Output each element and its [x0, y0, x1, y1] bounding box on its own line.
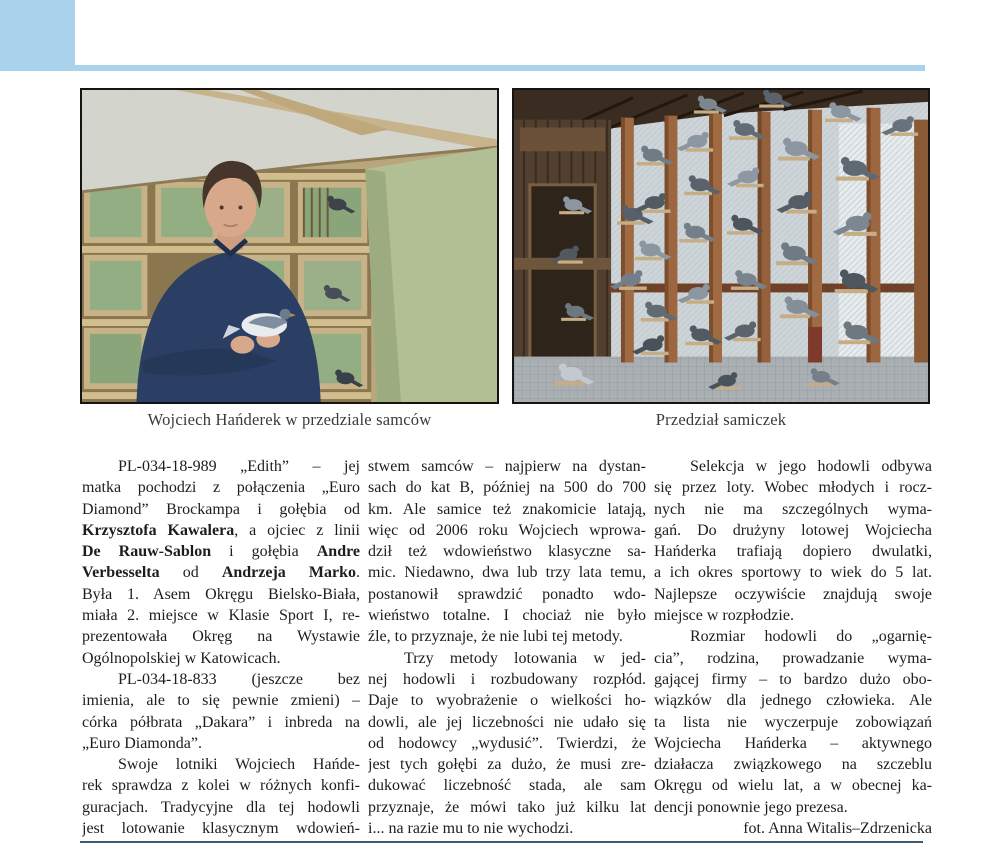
article-column-2 — [368, 456, 646, 839]
article-column-3 — [654, 456, 932, 839]
aviary-photo-illustration — [514, 90, 928, 402]
text-line: Hańderka trafiają dopiero dwulatki, — [654, 543, 932, 561]
text-line: Diamond” Brockampa i gołębia od — [82, 500, 360, 518]
text-line: dził też wdowieństwo klasyczne sa- — [368, 543, 646, 561]
text-line: mic. Niedawno, dwa lub trzy lata temu, — [368, 564, 646, 582]
text-line: Selekcja w jego hodowli odbywa — [690, 458, 932, 475]
accent-corner-block — [0, 0, 75, 65]
text-line: Była 1. Asem Okręgu Bielsko-Biała, — [82, 585, 360, 603]
article-column-1 — [82, 456, 360, 839]
text-line: Najlepsze oczywiście znajdują swoje — [654, 585, 932, 603]
text-line: jest lotowanie klasycznym wdowień- — [82, 820, 360, 838]
text-line: Wojciecha Hańderka – aktywnego — [654, 734, 932, 752]
text-line: rek sprawdza z kolei w różnych konfi- — [82, 777, 360, 795]
text-line: stwem samców – najpierw na dystan- — [368, 458, 646, 475]
text-line: Swoje lotniki Wojciech Hańde- — [118, 756, 360, 774]
text-line: miała 2. miejsce w Klasie Sport I, re- — [82, 607, 360, 625]
text-line: ta lista nie wyczerpuje zobowiązań — [654, 713, 932, 731]
text-line: a ich okres sportowy to wiek do 5 lat. — [654, 564, 932, 582]
text-line: nej hodowli i rozbudowany rozpłód. — [368, 670, 646, 688]
text-line: sach do kat B, później na 500 do 700 — [368, 479, 646, 497]
text-line: Verbesselta od Andrzeja Marko. — [82, 564, 360, 582]
aviary-photo-caption: Przedział samiczek — [655, 410, 787, 429]
text-line: nych nie ma szczególnych wyma- — [654, 500, 932, 518]
text-line: prezentowała Okręg na Wystawie — [82, 628, 360, 646]
text-line: córka półbrata „Dakara” i inbreda na — [82, 713, 360, 731]
text-line: dowli, ale jej liczebności nie udało się — [368, 713, 646, 731]
text-line: miejsce w rozpłodzie. — [654, 607, 794, 625]
aviary-photo — [512, 88, 930, 404]
text-line: km. Ale samice też znakomicie latają, — [368, 500, 646, 518]
accent-top-rule — [0, 65, 925, 71]
text-line: Trzy metody lotowania w jed- — [404, 649, 646, 667]
text-line: PL-034-18-989 „Edith” – jej — [118, 458, 360, 475]
text-line: cia”, rodzina, prowadzanie wyma- — [654, 649, 932, 667]
text-line: Rozmiar hodowli do „ogarnię- — [690, 628, 932, 646]
loft-photo-illustration — [82, 90, 497, 402]
text-line: źle, to przyznaje, że nie lubi tej metody. — [368, 628, 623, 646]
text-line: wieństwo totalne. I chociaż nie było — [368, 607, 646, 625]
text-line: imienia, ale to się pewnie zmieni) – — [82, 692, 360, 710]
article-body — [82, 456, 932, 839]
loft-photo-caption: Wojciech Hańderek w przedziale samców — [147, 410, 432, 429]
text-line: i... na razie mu to nie wychodzi. — [368, 820, 574, 838]
text-line: więc od 2006 roku Wojciech wprowa- — [368, 521, 646, 539]
text-line: od hodowcy „wydusić”. Twierdzi, że — [368, 734, 646, 752]
text-line: De Rauw-Sablon i gołębia Andre — [82, 543, 360, 561]
text-line: gającej firmy – to bardzo dużo obo- — [654, 670, 932, 688]
text-line: jest tych gołębi za dużo, że musi zre- — [368, 756, 646, 774]
text-line: postanowił sprawdzić ponadto wdo- — [368, 585, 646, 603]
text-line: dencji ponownie jego prezesa. — [654, 798, 848, 816]
text-line: Okręgu od wielu lat, a w obecnej ka- — [654, 777, 932, 795]
text-line: przyznaje, że mówi tako już kilku lat — [368, 798, 646, 816]
text-line: Ogólnopolskiej w Katowicach. — [82, 649, 281, 667]
text-line: dukować liczebność stada, ale sam — [368, 777, 646, 795]
text-line: Krzysztofa Kawalera, a ojciec z linii — [82, 521, 360, 539]
text-line: wiązków dla jednego człowieka. Ale — [654, 692, 932, 710]
text-line: matka pochodzi z połączenia „Euro — [82, 479, 360, 497]
text-line: Daje to wyobrażenie o wielkości ho- — [368, 692, 646, 710]
text-line: się przez loty. Wobec młodych i rocz- — [654, 479, 932, 497]
text-line: działacza związkowego na szczeblu — [654, 756, 932, 774]
loft-photo — [80, 88, 499, 404]
bottom-rule — [80, 841, 923, 843]
text-line: „Euro Diamonda”. — [82, 734, 202, 752]
text-line: guracjach. Tradycyjne dla tej hodowli — [82, 798, 360, 816]
text-line: PL-034-18-833 (jeszcze bez — [118, 670, 360, 688]
text-line: gań. Do drużyny lotowej Wojciecha — [654, 521, 932, 539]
text-line: fot. Anna Witalis–Zdrzenicka — [743, 820, 932, 838]
